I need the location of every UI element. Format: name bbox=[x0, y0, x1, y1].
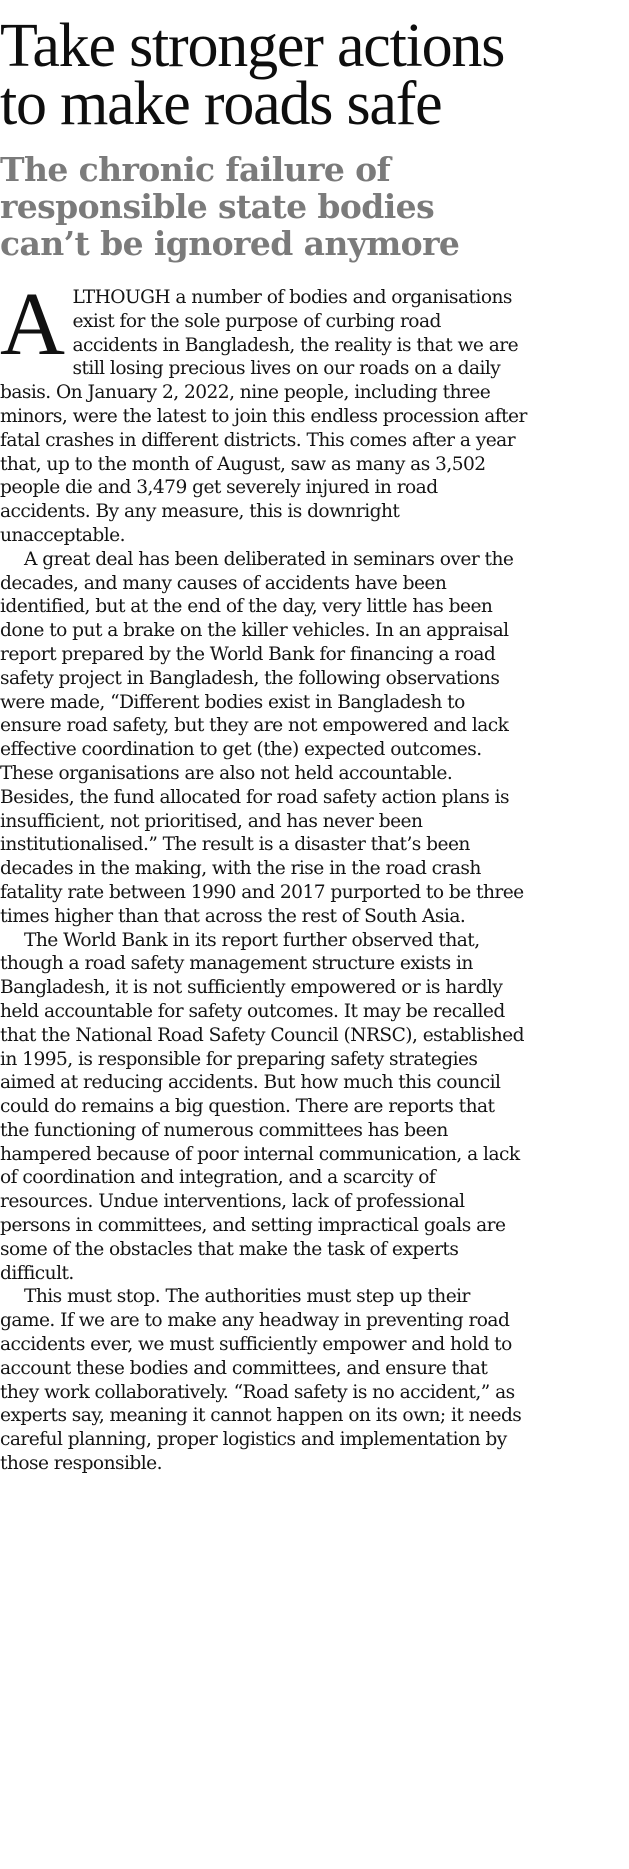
paragraph-1-text: LTHOUGH a number of bodies and organisations exist for the sole purpose of curbing road accidents in Bangladesh, the reality is that we are still losing precious lives on our roads on a daily basis. On January 2, 2022, nine people, including three minors, were the latest to join this endless procession after fatal crashes in different districts. This comes after a year that, up to the month of August, saw as many as 3,502 people die and 3,479 get severely injured in road accidents. By any measure, this is downright unacceptable. bbox=[0, 287, 527, 546]
paragraph-4: This must stop. The authorities must step up their game. If we are to make any headway in preventing road accidents ever, we must sufficiently empower and hold to account these bodies and committees, and ensure that they work collaboratively. “Road safety is no accident,” as experts say, meaning it cannot happen on its own; it needs careful planning, proper logistics and implementation by those responsible. bbox=[0, 1286, 522, 1475]
headline: Take stronger actions to make roads safe bbox=[0, 12, 505, 138]
subheadline: The chronic failure of responsible state bodies can’t be ignored anymore bbox=[0, 150, 460, 263]
paragraph-3: The World Bank in its report further observed that, though a road safety management structure exists in Bangladesh, it is not sufficiently empowered or is hardly held accountable for safety outcomes. It may be recalled that the National Road Safety Council (NRSC), established in 1995, is responsible for preparing safety strategies aimed at reducing accidents. But how much this council could do remains a big question. There are reports that the functioning of numerous committees has been hampered because of poor internal communication, a lack of coordination and integration, and a scarcity of resources. Undue interventions, lack of professional persons in committees, and setting impractical goals are some of the obstacles that make the task of experts difficult. bbox=[0, 929, 524, 1284]
paragraph-1 bbox=[0, 275, 527, 548]
paragraph-2: A great deal has been deliberated in seminars over the decades, and many causes of accidents have been identified, but at the end of the day, very little has been done to put a brake on the killer vehicles. In an appraisal report prepared by the World Bank for financing a road safety project in Bangladesh, the following observations were made, “Different bodies exist in Bangladesh to ensure road safety, but they are not empowered and lack effective coordination to get (the) expected outcomes. These organisations are also not held accountable. Besides, the fund allocated for road safety action plans is insufficient, not prioritised, and has never been institutionalised.” The result is a disaster that’s been decades in the making, with the rise in the road crash fatality rate between 1990 and 2017 purported to be three times higher than that across the rest of South Asia. bbox=[0, 548, 524, 927]
article-body bbox=[0, 275, 527, 1476]
drop-cap: A bbox=[0, 275, 65, 374]
